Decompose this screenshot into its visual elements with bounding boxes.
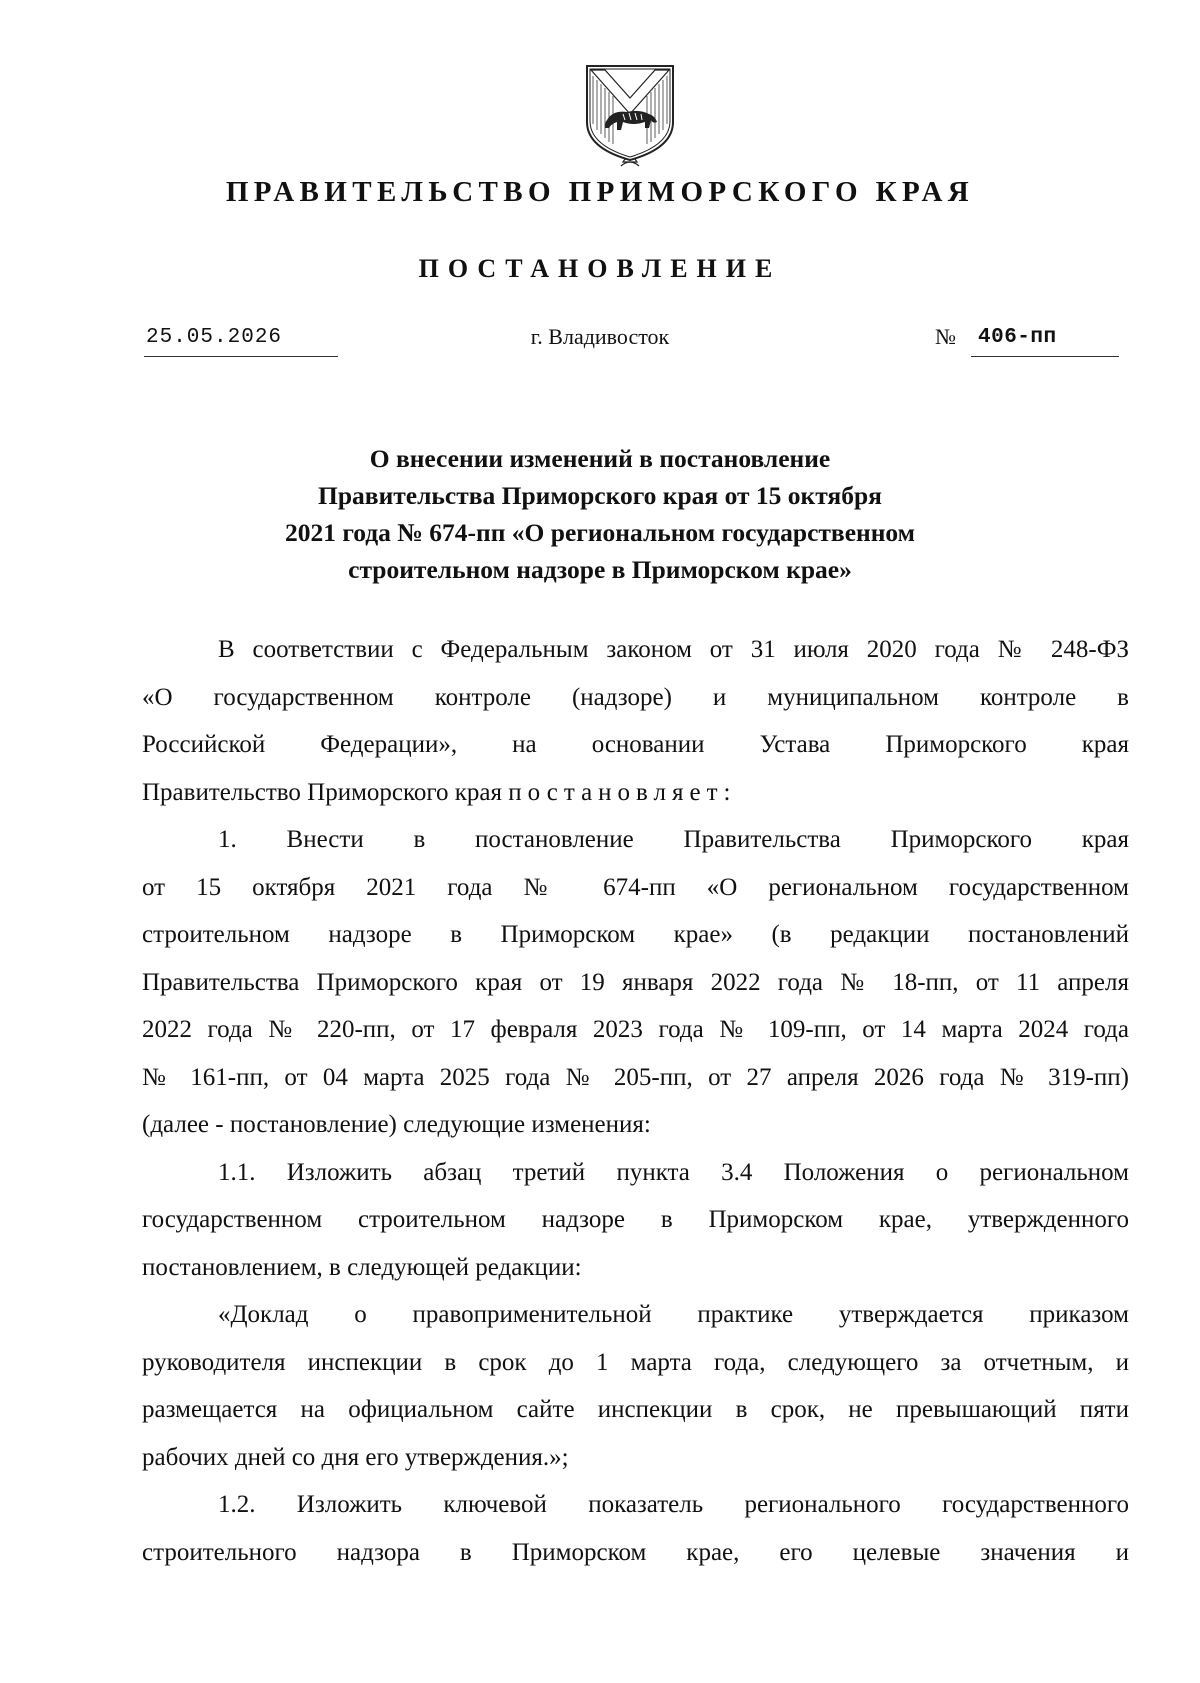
document-meta [0, 324, 1200, 364]
document-body [142, 626, 1129, 1576]
document-number: 406-пп [978, 326, 1057, 349]
document-date: 25.05.2026 [146, 326, 283, 349]
decree-prefix: Правительство Приморского края [142, 778, 509, 806]
paragraph-line: Российской Федерации», на основании Устава Приморского края [142, 731, 1129, 758]
title-line: 2021 года № 674-пп «О региональном государственном [284, 518, 916, 547]
paragraph-line: «О государственном контроле (надзоре) и муниципальном контроле в [142, 683, 1129, 711]
title-line: Правительства Приморского края от 15 октября [318, 481, 882, 510]
paragraph-line: 2022 года № 220-пп, от 17 февраля 2023 года № 109-пп, от 14 марта 2024 года [142, 1016, 1129, 1043]
document-type: ПОСТАНОВЛЕНИЕ [418, 254, 782, 283]
paragraph-line: 1.1. Изложить абзац третий пункта 3.4 Положения о региональном [218, 1158, 1129, 1186]
paragraph-line: Правительства Приморского края от 19 января 2022 года № 18-пп, от 11 апреля [142, 968, 1129, 996]
paragraph-line: строительного надзора в Приморском крае, его целевые значения и [142, 1538, 1129, 1566]
paragraph-line: руководителя инспекции в срок до 1 марта года, следующего за отчетным, и [142, 1348, 1129, 1376]
date-underline [144, 356, 338, 357]
document-city: г. Владивосток [530, 324, 670, 349]
paragraph-line [142, 769, 1129, 817]
title-line: О внесении изменений в постановление [369, 444, 831, 473]
primorsky-krai-coat-of-arms-icon [583, 62, 677, 174]
paragraph-line: 1.2. Изложить ключевой показатель регионального государственного [218, 1491, 1129, 1518]
paragraph-line: № 161-пп, от 04 марта 2025 года № 205-пп, от 27 апреля 2026 года № 319-пп) [142, 1063, 1129, 1091]
decree-colon: : [723, 778, 731, 806]
paragraph-line: размещается на официальном сайте инспекции в срок, не превышающий пяти [142, 1396, 1129, 1423]
paragraph-line: «Доклад о правоприменительной практике утверждается приказом [218, 1301, 1129, 1328]
paragraph-line: (далее - постановление) следующие изменения: [142, 1111, 651, 1138]
number-underline [971, 356, 1119, 357]
document-title [0, 440, 1200, 588]
paragraph-line: государственном строительном надзоре в Приморском крае, утвержденного [142, 1206, 1129, 1233]
paragraph-line: постановлением, в следующей редакции: [142, 1253, 582, 1281]
paragraph-line: рабочих дней со дня его утверждения.»; [142, 1443, 569, 1471]
paragraph-line: от 15 октября 2021 года № 674-пп «О региональном государственном [142, 873, 1129, 901]
decree-verb: постановляет [508, 778, 724, 806]
paragraph-line: В соответствии с Федеральным законом от 31 июля 2020 года № 248-ФЗ [218, 636, 1129, 663]
paragraph-line: строительном надзоре в Приморском крае» (в редакции постановлений [142, 921, 1129, 948]
title-line: строительном надзоре в Приморском крае» [348, 555, 852, 584]
paragraph-line: 1. Внести в постановление Правительства Приморского края [218, 826, 1129, 853]
organization-name: ПРАВИТЕЛЬСТВО ПРИМОРСКОГО КРАЯ [225, 176, 975, 208]
number-sign: № [935, 324, 956, 349]
